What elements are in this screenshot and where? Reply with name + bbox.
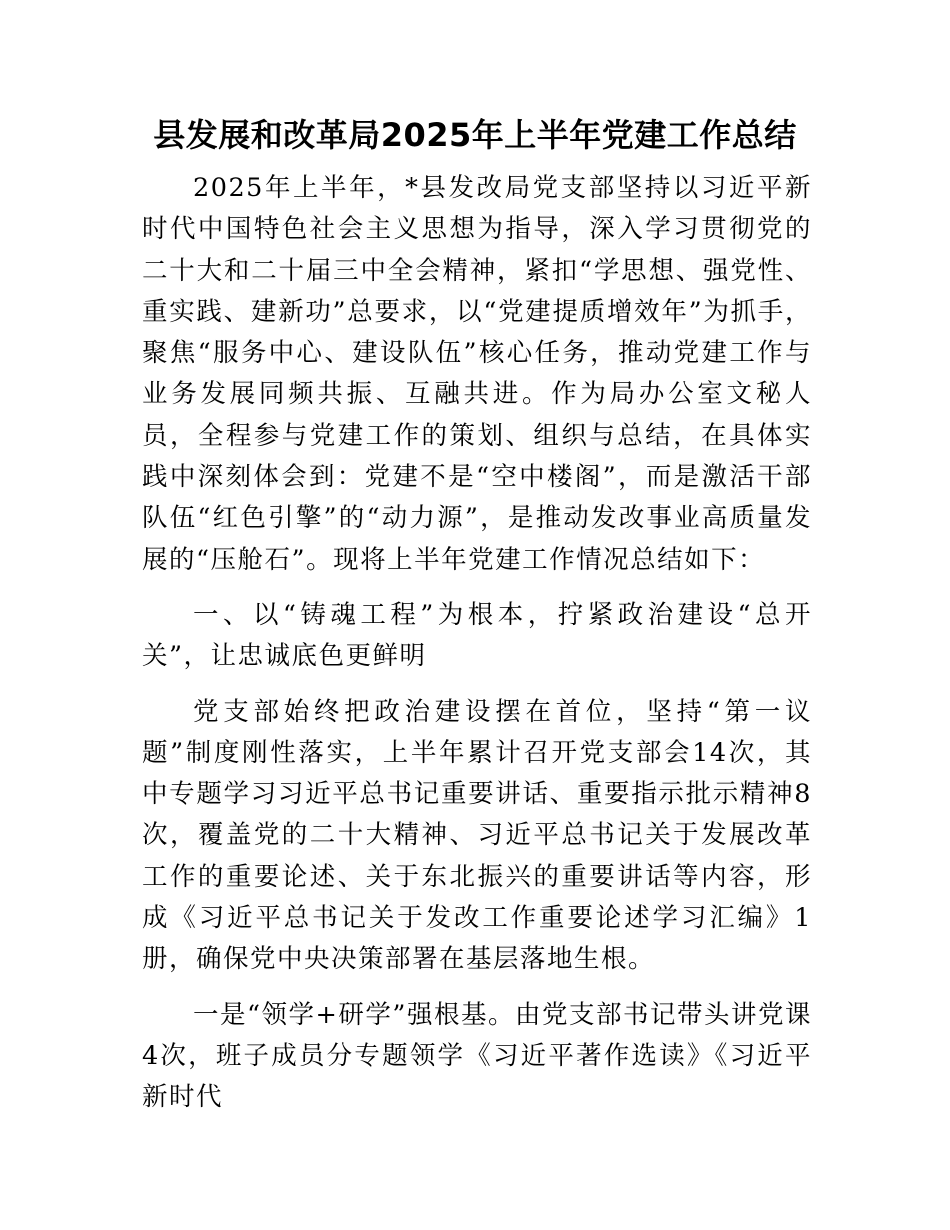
body-paragraph: 一是“领学+研学”强根基。由党支部书记带头讲党课4次，班子成员分专题领学《习近平著作选读》《习近平新时代: [142, 999, 812, 1113]
document-body: [142, 168, 812, 1119]
document-title: 县发展和改革局2025年上半年党建工作总结: [153, 116, 797, 154]
section-heading: 一、以“铸魂工程”为根本，拧紧政治建设“总开关”，让忠诚底色更鲜明: [142, 599, 812, 672]
intro-paragraph: 2025年上半年，*县发改局党支部坚持以习近平新时代中国特色社会主义思想为指导，深入学习贯彻党的二十大和二十届三中全会精神，紧扣“学思想、强党性、重实践、建新功”总要求，以“党建提质增效年”为抓手，聚焦“服务中心、建设队伍”核心任务，推动党建工作与业务发展同频共振、互融共进。作为局办公室文秘人员，全程参与党建工作的策划、组织与总结，在具体实践中深刻体会到：党建不是“空中楼阁”，而是激活干部队伍“红色引擎”的“动力源”，是推动发改事业高质量发展的“压舱石”。现将上半年党建工作情况总结如下：: [142, 173, 812, 575]
body-paragraph: 党支部始终把政治建设摆在首位，坚持“第一议题”制度刚性落实，上半年累计召开党支部会14次，其中专题学习习近平总书记重要讲话、重要指示批示精神8次，覆盖党的二十大精神、习近平总书记关于发展改革工作的重要论述、关于东北振兴的重要讲话等内容，形成《习近平总书记关于发改工作重要论述学习汇编》1册，确保党中央决策部署在基层落地生根。: [142, 696, 812, 975]
